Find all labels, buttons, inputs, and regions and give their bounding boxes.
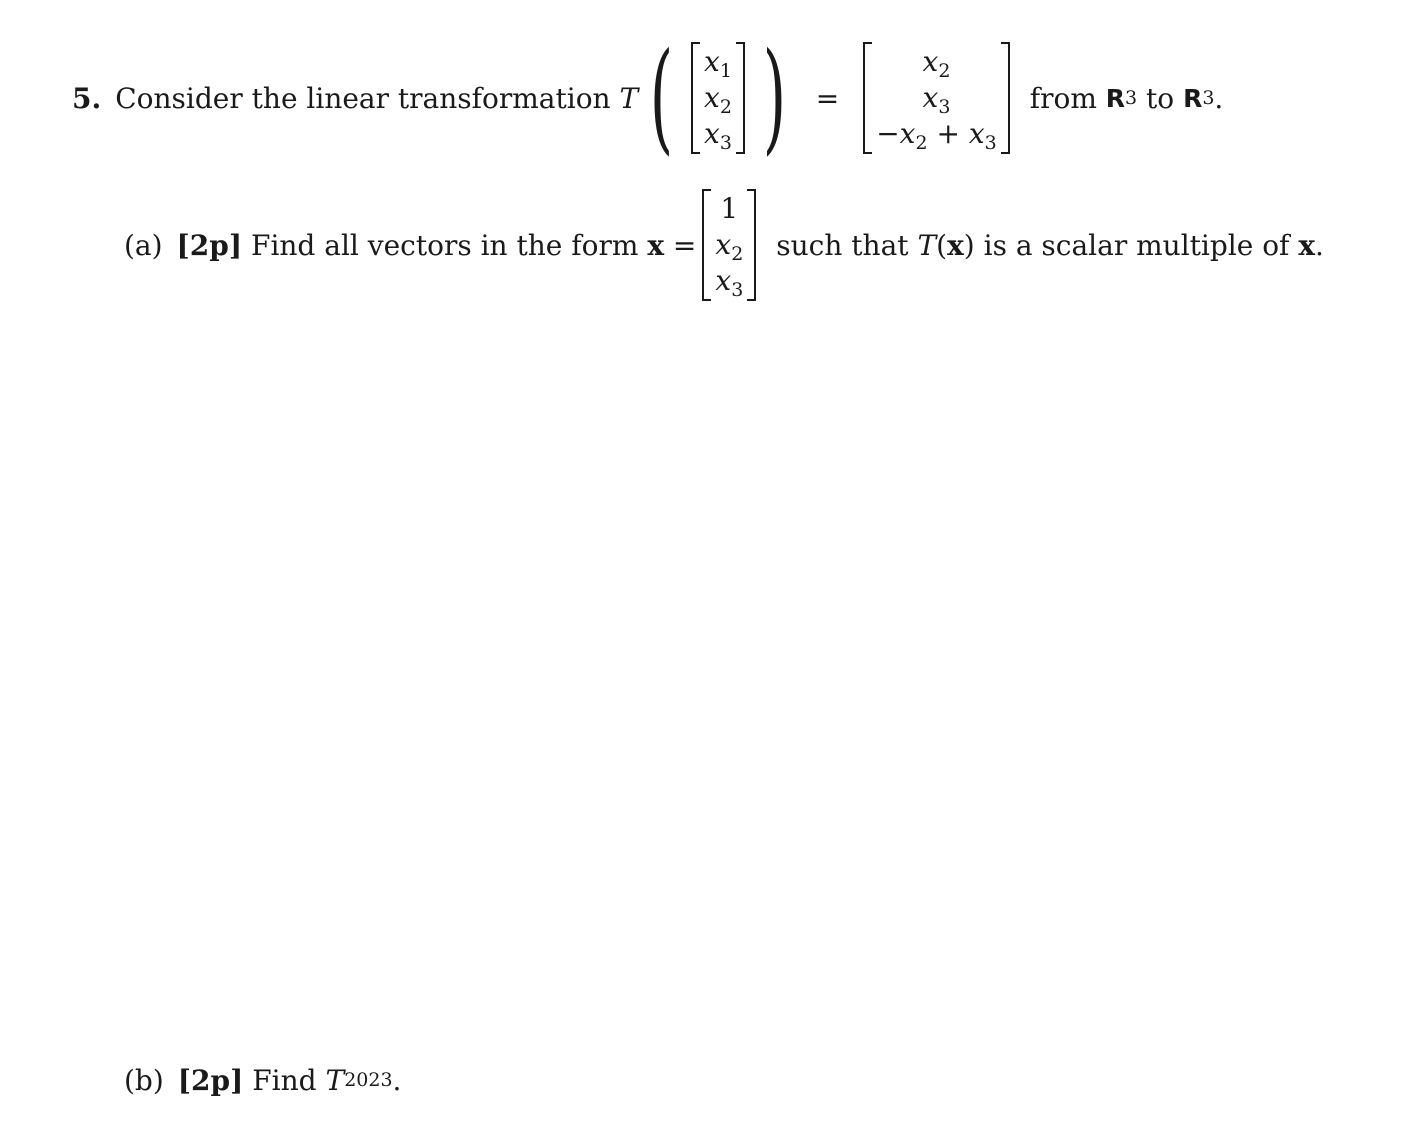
part-b-label: (b) bbox=[124, 1063, 164, 1097]
part-a-label: (a) bbox=[124, 228, 163, 262]
input-x2: $x_2$ bbox=[704, 81, 732, 118]
output-row-1: $x_2$ bbox=[922, 45, 951, 82]
right-paren: ) bbox=[762, 28, 787, 167]
problem-number: 5. bbox=[72, 81, 102, 115]
domain-space: R bbox=[1105, 83, 1126, 113]
left-paren: ( bbox=[649, 28, 674, 167]
part-a-points: [2p] bbox=[176, 228, 243, 262]
part-a-row-3: $x_3$ bbox=[715, 264, 744, 301]
input-x3: $x_3$ bbox=[704, 117, 732, 154]
part-a-equals: = bbox=[672, 228, 697, 262]
map-symbol: T bbox=[619, 81, 639, 115]
equals-sign: = bbox=[815, 81, 840, 115]
from-text: from bbox=[1029, 81, 1097, 115]
part-a-text-3: is a scalar multiple of bbox=[983, 228, 1290, 262]
input-vector bbox=[691, 42, 745, 154]
input-x1: $x_1$ bbox=[704, 45, 732, 82]
problem-statement: 5. Consider the linear transformation T ( $x_1$ $x_2$ $x_3$ ) = $x_2$ $x_3$ $-x_2 + x_3$ from R 3 to R 3 . bbox=[72, 28, 1224, 167]
part-a-text: Find all vectors in the form bbox=[251, 228, 639, 262]
part-a-vector bbox=[702, 189, 756, 301]
part-a-row-2: $x_2$ bbox=[715, 228, 744, 265]
part-b: (b) [2p] Find T 2023 . bbox=[124, 1063, 402, 1097]
part-a-text-2: such that bbox=[776, 228, 909, 262]
part-b-text: Find bbox=[252, 1063, 317, 1097]
part-a: (a) [2p] Find all vectors in the form x = 1 $x_2$ $x_3$ such that T ( x ) is a scalar multiple of x . bbox=[124, 190, 1324, 300]
part-b-power: 2023 bbox=[344, 1069, 393, 1091]
output-vector bbox=[863, 42, 1010, 154]
part-b-points: [2p] bbox=[177, 1063, 244, 1097]
codomain-space: R bbox=[1183, 83, 1203, 113]
problem-intro: Consider the linear transformation bbox=[115, 81, 611, 115]
output-row-3: $-x_2 + x_3$ bbox=[876, 117, 997, 154]
part-a-row-1: 1 bbox=[720, 192, 739, 225]
part-b-symbol: T bbox=[325, 1063, 345, 1097]
output-row-2: $x_3$ bbox=[922, 81, 951, 118]
vector-x-symbol: x bbox=[647, 228, 665, 262]
to-text: to bbox=[1146, 81, 1175, 115]
